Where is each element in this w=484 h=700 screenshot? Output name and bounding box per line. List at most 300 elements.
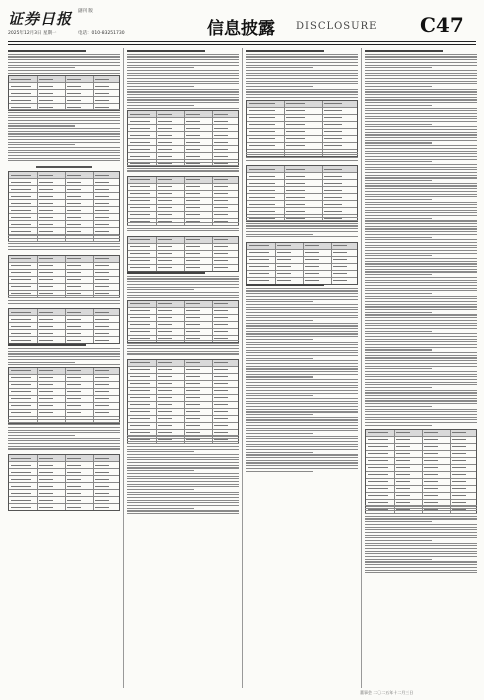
text-line — [246, 444, 358, 445]
table-cell — [39, 340, 53, 341]
text-line — [246, 73, 358, 74]
data-table — [127, 300, 239, 343]
table-cell — [186, 142, 200, 143]
table-cell — [130, 369, 150, 370]
table-cell — [158, 260, 172, 261]
table-row — [247, 180, 357, 187]
text-line — [8, 348, 120, 349]
text-line — [127, 343, 239, 344]
text-line — [246, 50, 324, 52]
table-cell — [214, 260, 228, 261]
text-line — [365, 102, 477, 103]
table-row — [9, 270, 119, 277]
text-line — [365, 177, 477, 178]
text-line — [246, 339, 313, 340]
data-table — [127, 110, 239, 167]
text-line — [365, 540, 432, 541]
text-line — [246, 97, 358, 98]
table-cell — [368, 481, 388, 482]
table-cell — [277, 252, 291, 253]
table-cell — [39, 189, 53, 190]
text-line — [246, 157, 358, 158]
text-line — [365, 196, 477, 197]
text-line — [365, 185, 477, 186]
text-line — [127, 170, 239, 171]
text-line — [246, 333, 358, 334]
text-line — [365, 210, 477, 211]
table-row — [128, 416, 238, 423]
table-cell — [396, 467, 410, 468]
text-line — [127, 462, 239, 463]
text-line — [246, 54, 358, 55]
table-cell — [452, 495, 466, 496]
table-cell — [95, 79, 109, 80]
table-cell — [67, 405, 81, 406]
table-cell — [452, 439, 466, 440]
table-row — [9, 90, 119, 97]
text-line — [365, 521, 432, 522]
table-cell — [11, 217, 31, 218]
table-cell — [130, 214, 150, 215]
text-line — [127, 345, 239, 346]
table-row — [9, 263, 119, 270]
text-line — [127, 473, 239, 474]
text-line — [246, 236, 358, 237]
table-cell — [39, 472, 53, 473]
table-cell — [39, 196, 53, 197]
text-line — [246, 433, 313, 434]
data-table — [8, 75, 120, 111]
table-cell — [214, 404, 228, 405]
table-cell — [186, 317, 200, 318]
header-rule — [8, 41, 476, 42]
table-cell — [11, 279, 31, 280]
table-cell — [214, 432, 228, 433]
text-line — [127, 225, 239, 226]
text-line — [127, 348, 239, 349]
table-cell — [158, 267, 172, 268]
table-cell — [186, 404, 200, 405]
table-cell — [95, 210, 109, 211]
text-line — [246, 398, 358, 399]
table-cell — [130, 404, 150, 405]
text-line — [365, 67, 432, 68]
table-cell — [11, 231, 31, 232]
text-line — [127, 73, 239, 74]
table-cell — [11, 333, 31, 334]
table-cell — [396, 439, 410, 440]
text-line — [365, 73, 477, 74]
table-cell — [286, 138, 305, 139]
table-header-row — [9, 368, 119, 375]
text-line — [365, 207, 477, 208]
text-line — [246, 363, 358, 364]
text-line — [246, 320, 313, 321]
table-cell — [95, 370, 109, 371]
text-line — [365, 363, 477, 364]
table-cell — [130, 142, 150, 143]
text-line — [246, 393, 358, 394]
table-cell — [39, 175, 53, 176]
table-cell — [130, 303, 150, 304]
table-cell — [39, 398, 53, 399]
table-row — [9, 476, 119, 483]
text-line — [365, 124, 432, 125]
table-cell — [67, 286, 81, 287]
table-cell — [11, 412, 31, 413]
table-cell — [67, 224, 81, 225]
table-cell — [249, 124, 275, 125]
table-cell — [67, 107, 81, 108]
table-cell — [452, 453, 466, 454]
text-line — [246, 441, 358, 442]
text-line — [246, 360, 358, 361]
table-cell — [11, 196, 31, 197]
text-line — [246, 62, 358, 63]
text-line — [246, 317, 358, 318]
table-row — [247, 250, 357, 257]
table-cell — [305, 273, 319, 274]
table-header-row — [247, 166, 357, 173]
text-line — [127, 481, 239, 482]
table-cell — [95, 286, 109, 287]
table-cell — [214, 128, 228, 129]
text-line — [365, 228, 477, 229]
table-cell — [11, 175, 31, 176]
text-line — [246, 425, 358, 426]
table-cell — [67, 265, 81, 266]
text-line — [127, 500, 239, 501]
table-row — [128, 423, 238, 430]
text-line — [365, 164, 477, 165]
table-cell — [39, 86, 53, 87]
text-line — [246, 309, 358, 310]
text-block — [246, 282, 358, 473]
text-line — [365, 159, 477, 160]
text-line — [246, 446, 358, 447]
text-line — [365, 231, 477, 232]
text-line — [365, 274, 432, 275]
table-cell — [249, 252, 269, 253]
text-line — [246, 307, 358, 308]
column-divider — [123, 48, 124, 688]
table-row — [128, 322, 238, 329]
table-cell — [368, 495, 388, 496]
text-line — [127, 91, 239, 92]
text-line — [365, 551, 477, 552]
table-cell — [11, 79, 31, 80]
text-line — [365, 535, 477, 536]
text-line — [246, 460, 358, 461]
column-3 — [246, 48, 358, 690]
text-line — [365, 218, 432, 219]
table-cell — [95, 196, 109, 197]
text-line — [365, 352, 477, 353]
table-cell — [11, 507, 31, 508]
table-row — [128, 308, 238, 315]
table-cell — [249, 266, 269, 267]
table-row — [128, 395, 238, 402]
table-cell — [324, 103, 343, 104]
text-line — [365, 355, 477, 356]
text-line — [365, 194, 477, 195]
text-line — [246, 468, 358, 469]
text-line — [246, 379, 358, 380]
text-line — [8, 120, 120, 121]
table-row — [9, 490, 119, 497]
text-line — [365, 94, 477, 95]
table-cell — [130, 376, 150, 377]
table-row — [128, 146, 238, 153]
newspaper-logo: 证券日报 — [8, 10, 73, 28]
text-line — [246, 315, 358, 316]
table-cell — [67, 370, 81, 371]
table-cell — [324, 190, 343, 191]
table-cell — [214, 390, 228, 391]
table-cell — [286, 103, 305, 104]
table-cell — [67, 340, 81, 341]
text-line — [365, 116, 477, 117]
text-line — [8, 128, 120, 129]
table-cell — [158, 193, 172, 194]
text-line — [365, 422, 477, 423]
table-cell — [130, 397, 150, 398]
table-cell — [67, 258, 81, 259]
text-line — [365, 403, 477, 404]
table-cell — [452, 481, 466, 482]
table-row — [128, 315, 238, 322]
table-cell — [11, 86, 31, 87]
table-row — [247, 187, 357, 194]
section-title: 信息披露 — [207, 19, 275, 39]
text-line — [365, 567, 477, 568]
table-row — [128, 153, 238, 160]
text-block — [127, 270, 239, 300]
text-line — [246, 430, 358, 431]
table-row — [128, 251, 238, 258]
table-cell — [277, 245, 291, 246]
table-row — [247, 257, 357, 264]
text-line — [365, 524, 477, 525]
footer-signature: 董事会 二〇二五年十二月三日 — [360, 690, 414, 695]
table-cell — [11, 100, 31, 101]
text-line — [8, 424, 120, 425]
text-line — [246, 457, 358, 458]
table-cell — [286, 124, 305, 125]
text-line — [365, 374, 477, 375]
text-line — [127, 467, 239, 468]
text-line — [127, 295, 239, 296]
table-cell — [39, 182, 53, 183]
text-line — [365, 148, 477, 149]
text-line — [365, 529, 477, 530]
text-line — [365, 108, 477, 109]
text-line — [127, 484, 239, 485]
table-cell — [368, 446, 388, 447]
table-cell — [158, 135, 172, 136]
table-cell — [11, 384, 31, 385]
table-cell — [158, 128, 172, 129]
table-row — [366, 451, 476, 458]
table-cell — [214, 267, 228, 268]
text-line — [246, 325, 358, 326]
text-line — [365, 156, 477, 157]
text-line — [127, 513, 239, 514]
text-line — [8, 438, 120, 439]
text-line — [246, 331, 358, 332]
table-cell — [95, 465, 109, 466]
data-table — [365, 429, 477, 514]
text-line — [127, 457, 239, 458]
text-line — [365, 62, 477, 63]
text-line — [246, 414, 313, 415]
text-block — [127, 435, 239, 516]
table-cell — [39, 384, 53, 385]
column-divider — [242, 48, 243, 688]
text-line — [246, 288, 358, 289]
table-cell — [95, 107, 109, 108]
table-cell — [67, 182, 81, 183]
text-line — [246, 160, 358, 161]
table-header-row — [366, 430, 476, 437]
table-cell — [11, 312, 31, 313]
data-table — [8, 308, 120, 344]
table-cell — [158, 404, 172, 405]
column-4 — [365, 48, 477, 690]
text-line — [365, 312, 432, 313]
header-rule-thin — [8, 44, 476, 45]
table-row — [128, 139, 238, 146]
text-line — [246, 471, 313, 472]
table-cell — [39, 458, 53, 459]
table-cell — [67, 326, 81, 327]
text-line — [365, 570, 477, 571]
table-cell — [95, 182, 109, 183]
table-cell — [368, 488, 388, 489]
text-line — [365, 129, 477, 130]
text-line — [127, 78, 239, 79]
table-cell — [186, 128, 200, 129]
text-line — [8, 246, 120, 247]
text-line — [365, 54, 477, 55]
text-block — [8, 419, 120, 451]
table-row — [366, 493, 476, 500]
text-line — [365, 376, 477, 377]
table-cell — [95, 405, 109, 406]
text-line — [365, 366, 477, 367]
table-row — [247, 208, 357, 215]
text-line — [365, 180, 432, 181]
table-cell — [130, 267, 150, 268]
text-line — [246, 371, 358, 372]
text-line — [365, 169, 477, 170]
table-cell — [39, 479, 53, 480]
table-cell — [249, 117, 275, 118]
table-cell — [186, 239, 200, 240]
table-cell — [11, 272, 31, 273]
table-cell — [67, 391, 81, 392]
text-line — [8, 356, 120, 357]
table-cell — [424, 453, 438, 454]
table-cell — [324, 117, 343, 118]
text-line — [8, 238, 120, 239]
text-line — [365, 306, 477, 307]
text-line — [246, 304, 358, 305]
text-line — [127, 297, 239, 298]
table-cell — [11, 265, 31, 266]
text-line — [365, 518, 477, 519]
table-cell — [424, 481, 438, 482]
table-cell — [39, 486, 53, 487]
table-cell — [39, 93, 53, 94]
table-cell — [324, 145, 343, 146]
text-line — [365, 400, 477, 401]
table-row — [9, 83, 119, 90]
table-cell — [67, 479, 81, 480]
table-cell — [130, 383, 150, 384]
text-line — [127, 62, 239, 63]
table-cell — [39, 391, 53, 392]
text-line — [127, 50, 205, 52]
text-line — [127, 438, 239, 439]
table-cell — [39, 258, 53, 259]
table-cell — [186, 303, 200, 304]
table-cell — [158, 214, 172, 215]
table-cell — [95, 486, 109, 487]
text-line — [365, 298, 477, 299]
table-cell — [39, 319, 53, 320]
table-cell — [158, 425, 172, 426]
text-line — [365, 328, 477, 329]
table-row — [366, 479, 476, 486]
table-cell — [214, 179, 228, 180]
table-row — [247, 143, 357, 150]
table-row — [9, 330, 119, 337]
text-line — [8, 155, 120, 156]
text-line — [127, 222, 239, 223]
table-row — [366, 444, 476, 451]
text-line — [8, 430, 120, 431]
text-line — [246, 70, 358, 71]
table-cell — [95, 472, 109, 473]
table-row — [247, 271, 357, 278]
table-cell — [214, 303, 228, 304]
table-cell — [214, 149, 228, 150]
table-cell — [368, 432, 388, 433]
table-cell — [11, 398, 31, 399]
table-cell — [11, 340, 31, 341]
table-cell — [11, 391, 31, 392]
text-line — [365, 510, 477, 511]
text-line — [365, 247, 477, 248]
table-cell — [11, 258, 31, 259]
text-line — [365, 220, 477, 221]
text-line — [127, 108, 239, 109]
table-cell — [67, 86, 81, 87]
table-cell — [186, 411, 200, 412]
text-line — [246, 220, 358, 221]
text-line — [365, 234, 477, 235]
table-cell — [305, 245, 319, 246]
table-cell — [249, 204, 275, 205]
text-block — [246, 152, 358, 163]
table-cell — [95, 265, 109, 266]
table-row — [9, 179, 119, 186]
table-cell — [67, 500, 81, 501]
text-line — [8, 364, 120, 365]
text-line — [127, 272, 205, 274]
text-line — [127, 443, 239, 444]
